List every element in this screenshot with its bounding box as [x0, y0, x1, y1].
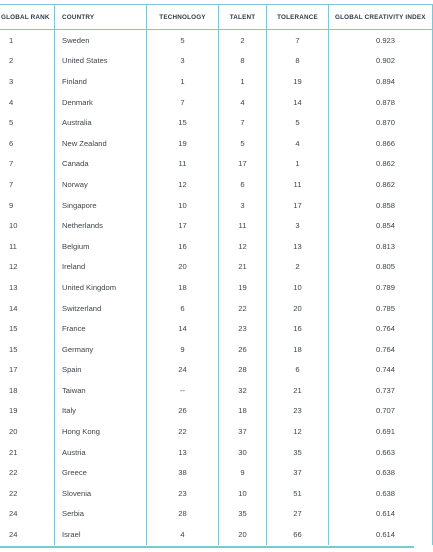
header-global-rank: GLOBAL RANK — [0, 5, 55, 30]
table-row — [0, 504, 433, 525]
cell-country: Switzerland — [55, 298, 147, 319]
cell-tolerance: 8 — [267, 51, 329, 72]
cell-global-creativity-index: 0.614 — [329, 504, 433, 525]
cell-talent: 9 — [219, 462, 267, 483]
cell-talent: 23 — [219, 318, 267, 339]
cell-global-creativity-index: 0.638 — [329, 483, 433, 504]
cell-global-creativity-index: 0.878 — [329, 92, 433, 113]
cell-technology: 13 — [147, 442, 219, 463]
table-row — [0, 257, 433, 278]
cell-technology: 10 — [147, 195, 219, 216]
cell-talent: 1 — [219, 71, 267, 92]
table-row — [0, 442, 433, 463]
cell-talent: 10 — [219, 483, 267, 504]
cell-global-creativity-index: 0.764 — [329, 318, 433, 339]
cell-tolerance: 13 — [267, 236, 329, 257]
cell-technology: 3 — [147, 51, 219, 72]
cell-technology: 15 — [147, 112, 219, 133]
cell-technology: 26 — [147, 401, 219, 422]
cell-tolerance: 66 — [267, 524, 329, 545]
cell-technology: 22 — [147, 421, 219, 442]
cell-global-rank: 4 — [0, 92, 55, 113]
cell-tolerance: 2 — [267, 257, 329, 278]
cell-talent: 7 — [219, 112, 267, 133]
table-row — [0, 154, 433, 175]
cell-country: Serbia — [55, 504, 147, 525]
cell-tolerance: 7 — [267, 30, 329, 51]
cell-global-creativity-index: 0.858 — [329, 195, 433, 216]
table-row — [0, 30, 433, 51]
cell-technology: 11 — [147, 154, 219, 175]
cell-global-creativity-index: 0.764 — [329, 339, 433, 360]
cell-global-rank: 15 — [0, 339, 55, 360]
cell-tolerance: 1 — [267, 154, 329, 175]
header-technology: TECHNOLOGY — [147, 5, 219, 30]
cell-tolerance: 17 — [267, 195, 329, 216]
cell-global-rank: 5 — [0, 112, 55, 133]
cell-global-creativity-index: 0.923 — [329, 30, 433, 51]
cell-global-rank: 24 — [0, 524, 55, 545]
cell-tolerance: 10 — [267, 277, 329, 298]
cell-country: Finland — [55, 71, 147, 92]
cell-country: United Kingdom — [55, 277, 147, 298]
cell-tolerance: 18 — [267, 339, 329, 360]
cell-country: Belgium — [55, 236, 147, 257]
cell-technology: 16 — [147, 236, 219, 257]
cell-technology: 1 — [147, 71, 219, 92]
cell-tolerance: 6 — [267, 360, 329, 381]
cell-country: Greece — [55, 462, 147, 483]
cell-tolerance: 11 — [267, 174, 329, 195]
cell-global-rank: 21 — [0, 442, 55, 463]
header-tolerance: TOLERANCE — [267, 5, 329, 30]
cell-global-creativity-index: 0.854 — [329, 215, 433, 236]
cell-global-rank: 11 — [0, 236, 55, 257]
cell-global-creativity-index: 0.707 — [329, 401, 433, 422]
cell-talent: 26 — [219, 339, 267, 360]
cell-country: United States — [55, 51, 147, 72]
cell-global-creativity-index: 0.862 — [329, 174, 433, 195]
cell-tolerance: 3 — [267, 215, 329, 236]
table-row — [0, 421, 433, 442]
table-row — [0, 339, 433, 360]
cell-global-rank: 14 — [0, 298, 55, 319]
cell-country: Norway — [55, 174, 147, 195]
global-creativity-ranking-table — [0, 4, 433, 545]
cell-global-creativity-index: 0.614 — [329, 524, 433, 545]
cell-technology: 5 — [147, 30, 219, 51]
cell-technology: 12 — [147, 174, 219, 195]
cell-technology: 6 — [147, 298, 219, 319]
cell-tolerance: 19 — [267, 71, 329, 92]
cell-country: Ireland — [55, 257, 147, 278]
cell-talent: 37 — [219, 421, 267, 442]
table-row — [0, 360, 433, 381]
cell-global-creativity-index: 0.902 — [329, 51, 433, 72]
table-row — [0, 462, 433, 483]
cell-country: Austria — [55, 442, 147, 463]
table-row — [0, 71, 433, 92]
cell-global-rank: 18 — [0, 380, 55, 401]
cell-global-creativity-index: 0.870 — [329, 112, 433, 133]
cell-global-creativity-index: 0.785 — [329, 298, 433, 319]
cell-technology: 14 — [147, 318, 219, 339]
cell-tolerance: 37 — [267, 462, 329, 483]
cell-tolerance: 5 — [267, 112, 329, 133]
cell-global-rank: 6 — [0, 133, 55, 154]
table-header — [0, 5, 433, 30]
cell-talent: 5 — [219, 133, 267, 154]
cell-technology: 24 — [147, 360, 219, 381]
cell-global-creativity-index: 0.805 — [329, 257, 433, 278]
cell-global-rank: 22 — [0, 462, 55, 483]
cell-technology: -- — [147, 380, 219, 401]
cell-talent: 19 — [219, 277, 267, 298]
cell-country: Australia — [55, 112, 147, 133]
cell-tolerance: 27 — [267, 504, 329, 525]
table-row — [0, 298, 433, 319]
cell-country: Sweden — [55, 30, 147, 51]
header-global-creativity-index: GLOBAL CREATIVITY INDEX — [329, 5, 433, 30]
table-row — [0, 195, 433, 216]
header-country: COUNTRY — [55, 5, 147, 30]
cell-tolerance: 35 — [267, 442, 329, 463]
cell-global-rank: 15 — [0, 318, 55, 339]
cell-technology: 20 — [147, 257, 219, 278]
cell-country: Hong Kong — [55, 421, 147, 442]
cell-country: Canada — [55, 154, 147, 175]
table-row — [0, 380, 433, 401]
cell-tolerance: 12 — [267, 421, 329, 442]
cell-country: Singapore — [55, 195, 147, 216]
cell-technology: 28 — [147, 504, 219, 525]
table-row — [0, 133, 433, 154]
cell-tolerance: 20 — [267, 298, 329, 319]
cell-global-creativity-index: 0.663 — [329, 442, 433, 463]
table-body — [0, 30, 433, 545]
table-row — [0, 236, 433, 257]
cell-talent: 22 — [219, 298, 267, 319]
cell-global-rank: 17 — [0, 360, 55, 381]
cell-global-creativity-index: 0.789 — [329, 277, 433, 298]
cell-global-rank: 19 — [0, 401, 55, 422]
cell-country: Italy — [55, 401, 147, 422]
cell-country: Slovenia — [55, 483, 147, 504]
table-row — [0, 277, 433, 298]
cell-global-rank: 22 — [0, 483, 55, 504]
cell-country: Israel — [55, 524, 147, 545]
cell-tolerance: 21 — [267, 380, 329, 401]
cell-technology: 19 — [147, 133, 219, 154]
cell-talent: 17 — [219, 154, 267, 175]
cell-tolerance: 51 — [267, 483, 329, 504]
cell-global-creativity-index: 0.737 — [329, 380, 433, 401]
cell-global-rank: 1 — [0, 30, 55, 51]
cell-technology: 9 — [147, 339, 219, 360]
cell-country: New Zealand — [55, 133, 147, 154]
cell-global-rank: 3 — [0, 71, 55, 92]
cell-global-rank: 9 — [0, 195, 55, 216]
cell-country: Spain — [55, 360, 147, 381]
cell-talent: 11 — [219, 215, 267, 236]
cell-country: France — [55, 318, 147, 339]
table-row — [0, 174, 433, 195]
cell-talent: 18 — [219, 401, 267, 422]
table-row — [0, 112, 433, 133]
header-row — [0, 5, 433, 30]
cell-global-rank: 12 — [0, 257, 55, 278]
cell-technology: 38 — [147, 462, 219, 483]
cell-talent: 12 — [219, 236, 267, 257]
cell-talent: 6 — [219, 174, 267, 195]
cell-tolerance: 14 — [267, 92, 329, 113]
cell-technology: 23 — [147, 483, 219, 504]
cell-global-creativity-index: 0.866 — [329, 133, 433, 154]
cell-country: Taiwan — [55, 380, 147, 401]
cell-talent: 4 — [219, 92, 267, 113]
cell-global-creativity-index: 0.691 — [329, 421, 433, 442]
cell-global-rank: 24 — [0, 504, 55, 525]
cell-global-rank: 10 — [0, 215, 55, 236]
table-row — [0, 215, 433, 236]
cell-technology: 17 — [147, 215, 219, 236]
table-row — [0, 401, 433, 422]
cell-talent: 28 — [219, 360, 267, 381]
cell-global-creativity-index: 0.638 — [329, 462, 433, 483]
cell-tolerance: 16 — [267, 318, 329, 339]
table-row — [0, 92, 433, 113]
cell-talent: 30 — [219, 442, 267, 463]
cell-talent: 2 — [219, 30, 267, 51]
cell-global-rank: 20 — [0, 421, 55, 442]
cell-global-rank: 13 — [0, 277, 55, 298]
cell-country: Denmark — [55, 92, 147, 113]
cell-technology: 18 — [147, 277, 219, 298]
cell-talent: 35 — [219, 504, 267, 525]
cell-global-creativity-index: 0.813 — [329, 236, 433, 257]
cell-global-creativity-index: 0.894 — [329, 71, 433, 92]
cell-country: Germany — [55, 339, 147, 360]
cell-technology: 4 — [147, 524, 219, 545]
cell-talent: 20 — [219, 524, 267, 545]
table-row — [0, 51, 433, 72]
table-row — [0, 318, 433, 339]
cell-global-creativity-index: 0.862 — [329, 154, 433, 175]
cell-global-rank: 7 — [0, 154, 55, 175]
cell-global-creativity-index: 0.744 — [329, 360, 433, 381]
cell-talent: 8 — [219, 51, 267, 72]
header-talent: TALENT — [219, 5, 267, 30]
cell-tolerance: 23 — [267, 401, 329, 422]
table-row — [0, 524, 433, 545]
cell-tolerance: 4 — [267, 133, 329, 154]
cell-talent: 21 — [219, 257, 267, 278]
cell-talent: 32 — [219, 380, 267, 401]
cell-talent: 3 — [219, 195, 267, 216]
cell-technology: 7 — [147, 92, 219, 113]
cell-global-rank: 7 — [0, 174, 55, 195]
cell-global-rank: 2 — [0, 51, 55, 72]
table-row — [0, 483, 433, 504]
cell-country: Netherlands — [55, 215, 147, 236]
